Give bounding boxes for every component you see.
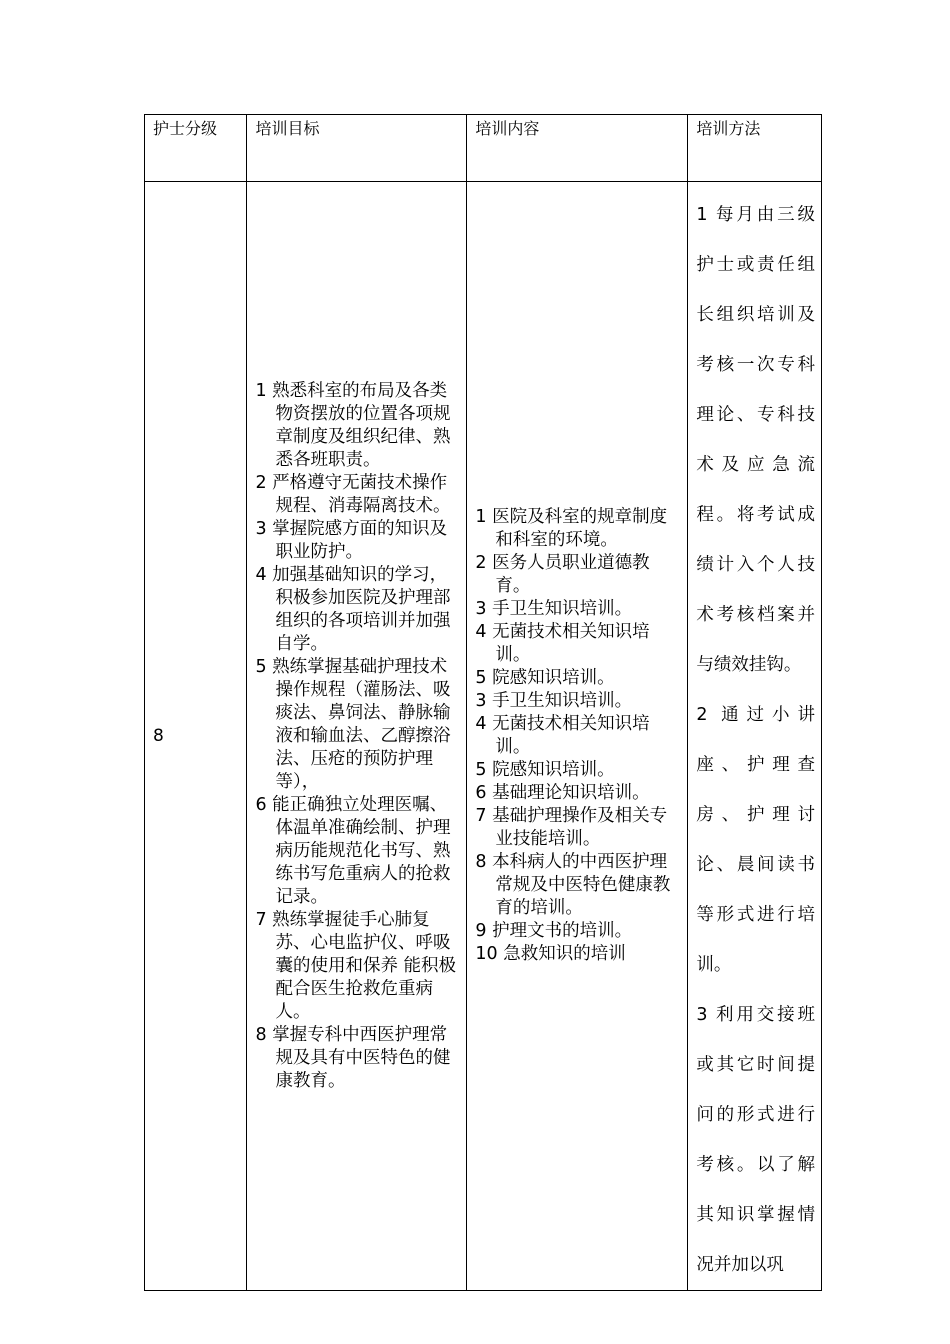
content-cell xyxy=(467,182,688,1291)
header-training-methods: 培训方法 xyxy=(688,115,822,182)
content-item: 7 基础护理操作及相关专业技能培训。 xyxy=(475,806,668,849)
content-item: 4 无菌技术相关知识培训。 xyxy=(475,714,650,757)
goal-item: 8 掌握专科中西医护理常规及具有中医特色的健康教育。 xyxy=(255,1024,451,1091)
header-training-goals: 培训目标 xyxy=(247,115,467,182)
method-paragraph: 1 每月由三级护士或责任组长组织培训及考核一次专科理论、专科技术及应急流程。将考试成绩计入个人技术考核档案并与绩效挂钩。 xyxy=(696,205,815,675)
content-item: 1 医院及科室的规章制度和科室的环境。 xyxy=(475,507,668,550)
content-item: 3 手卫生知识培训。 xyxy=(475,691,633,711)
goal-item: 3 掌握院感方面的知识及职业防护。 xyxy=(255,518,448,562)
content-item: 6 基础理论知识培训。 xyxy=(475,783,650,803)
goal-item: 1 熟悉科室的布局及各类物资摆放的位置各项规章制度及组织纪律、熟悉各班职责。 xyxy=(255,380,451,470)
grade-cell xyxy=(145,182,247,1291)
goals-list xyxy=(247,380,466,1093)
table-header-row xyxy=(145,115,822,182)
content-item: 10 急救知识的培训 xyxy=(475,944,626,964)
goal-item: 7 熟练掌握徒手心肺复苏、心电监护仪、呼吸囊的使用和保养 能积极配合医生抢救危重病人。 xyxy=(255,909,457,1022)
methods-cell xyxy=(688,182,822,1291)
training-table xyxy=(144,114,822,1291)
goal-item: 5 熟练掌握基础护理技术操作规程（灌肠法、吸痰法、鼻饲法、静脉输液和输血法、乙醇擦浴法、压疮的预防护理等）， xyxy=(255,656,451,792)
content-list xyxy=(467,506,687,966)
method-paragraph: 2 通过小讲座、护理查房、护理讨论、晨间读书等形式进行培训。 xyxy=(696,705,815,975)
grade-value: 8 xyxy=(153,726,164,746)
goal-item: 6 能正确独立处理医嘱、体温单准确绘制、护理病历能规范化书写、熟练书写危重病人的抢救记录。 xyxy=(255,794,451,907)
header-training-content: 培训内容 xyxy=(467,115,688,182)
method-paragraph: 3 利用交接班或其它时间提问的形式进行考核。以了解其知识掌握情况并加以巩 xyxy=(696,1005,815,1275)
table-row xyxy=(145,182,822,1291)
goal-item: 4 加强基础知识的学习，积极参加医院及护理部组织的各项培训并加强自学。 xyxy=(255,564,451,654)
content-item: 9 护理文书的培训。 xyxy=(475,921,633,941)
goal-item: 2 严格遵守无菌技术操作规程、消毒隔离技术。 xyxy=(255,472,451,516)
content-item: 8 本科病人的中西医护理常规及中医特色健康教育的培训。 xyxy=(475,852,671,918)
methods-text xyxy=(688,182,821,1290)
header-nurse-grade: 护士分级 xyxy=(145,115,247,182)
goals-cell xyxy=(247,182,467,1291)
content-item: 5 院感知识培训。 xyxy=(475,668,615,688)
content-item: 5 院感知识培训。 xyxy=(475,760,615,780)
content-item: 4 无菌技术相关知识培训。 xyxy=(475,622,650,665)
content-item: 2 医务人员职业道德教育。 xyxy=(475,553,650,596)
content-item: 3 手卫生知识培训。 xyxy=(475,599,633,619)
